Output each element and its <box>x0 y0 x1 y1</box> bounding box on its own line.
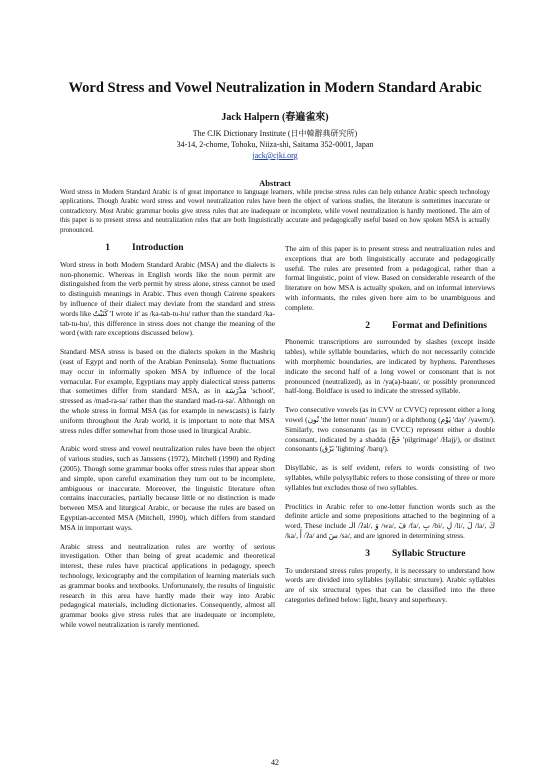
paragraph: Phonemic transcriptions are surrounded by slashes (except inside tables), while syllable boundaries, which do not necessarily coincide with morphemic boundaries, are indicated by hyphens. Parentheses indicate the second half of a long vowel or consonant that is not pronounced (neutralized), as in /ya(a)-baan/, or possibly pronounced half-long. Boldface is used to indicate the stressed syllable. <box>285 337 495 396</box>
section-number: 1 <box>105 243 110 253</box>
section-heading-introduction <box>60 244 275 254</box>
left-column <box>60 244 275 639</box>
paragraph: Two consecutive vowels (as in CVV or CVVC) represent either a long vowel (نُون 'the letter nuun' /nuun/) or a diphthong (يَوْم 'day' /yawm/). Similarly, two consonants (as in CVCC) represent either a double consonant, indicated by a shadda (حَجّ 'pilgrimage' /Hajj/), or distinct consonants (بَرْق 'lightning' /barq/). <box>285 405 495 454</box>
section-title: Format and Definitions <box>392 320 487 331</box>
paragraph: Disyllabic, as is self evident, refers to words consisting of two syllables, while polysyllabic refers to those consisting of three or more syllables but excludes those of two syllables. <box>285 463 495 492</box>
section-heading-syllabic <box>285 550 495 560</box>
section-title: Syllabic Structure <box>392 548 466 559</box>
affiliation-line-1: The CJK Dictionary Institute (日中韓辭典研究所) <box>192 129 358 138</box>
paragraph: Proclitics in Arabic refer to one-letter function words such as the definite article and some prepositions attached to the beginning of a word. These include الـ /ʔal/, وَ /wa/, فَ /fa/, بِ /bi/, لِ /li/, لَ /la/, كَ /ka/, أَ /ʔa/ and سَ /sa/, and are ignored in determining stress. <box>285 501 495 540</box>
paragraph: Arabic word stress and vowel neutralization rules have been the object of various studies, such as Janssens (1972), Mitchell (1990) and Ryding (2005). Though some grammar books offer stress rules that appear short and simple, upon careful examination they turn out to be incomplete, ambiguous or inaccurate. Moreover, the linguistic literature often contains inaccuracies, partially because little or no distinction is made between MSA and liturgical Arabic, or because the rules are based on Egyptian-accented MSA (Mitchell, 1990), which differs from standard MSA in important ways. <box>60 444 275 532</box>
right-column <box>285 244 495 614</box>
abstract-heading: Abstract <box>259 178 291 188</box>
paragraph: Arabic stress and neutralization rules are worthy of serious investigation. Other than being of great academic and theoretical interest, these rules have practical applications in pedagogy, speech technology, lexicography and the compilation of learning materials such as grammar books and textbooks. Unfortunately, the results of linguistic research in this area have hardly made their way into Arabic pedagogical materials, including dictionaries. Consequently, almost all grammar books give stress rules that are inadequate or incomplete, while vowel neutralization is rarely mentioned. <box>60 541 275 629</box>
section-number: 2 <box>365 320 370 331</box>
paragraph: Standard MSA stress is based on the dialects spoken in the Mashriq (east of Egypt and north of the Arabian Peninsula). Some fluctuations may occur in informally spoken MSA by influence of the local vernacular. For example, Egyptians may apply dialectical stress patterns that sometimes differ from standard MSA, as in مَدْرَسَة 'school', stressed as /mad-ra-sa/ rather than the standard mad-ra-sa/. Although on the whole stress in formal MSA (as for example in newscasts) is fairly uniform throughout the Arab world, it is important to note that MSA stress rules differ somewhat from those used in liturgical Arabic. <box>60 347 275 435</box>
affiliation <box>20 128 530 161</box>
author-name: Jack Halpern (春遍雀來) <box>221 112 329 123</box>
affiliation-line-2: 34-14, 2-chome, Tohoku, Niiza-shi, Saitama 352-0001, Japan <box>176 140 374 149</box>
paragraph: The aim of this paper is to present stress and neutralization rules and exceptions that are both linguistically accurate and pedagogically useful. The rules are presented from a pedagogical, rather than a formal linguistic, point of view. Based on considerable research of the literature on how MSA is actually spoken, and on informal interviews with informants, the rules given here aim to be unambiguous and complete. <box>285 244 495 312</box>
email-link[interactable]: jack@cjki.org <box>252 151 298 160</box>
section-number: 3 <box>365 548 370 559</box>
section-heading-format <box>285 322 495 332</box>
page-number: 42 <box>271 758 279 767</box>
abstract-text: Word stress in Modern Standard Arabic is of great importance to language learners, while precise stress rules can help enhance Arabic speech technology applications. Though Arabic word stress and vowel neutralization rules have been the object of various studies, the literature is sometimes inaccurate or contradictory. Most Arabic grammar books give stress rules that are inadequate or incomplete, while vowel neutralization is hardly mentioned. The aim of this paper is to present stress and neutralization rules that are both linguistically accurate and pedagogically useful based on how spoken MSA is actually pronounced. <box>60 189 490 234</box>
paragraph: To understand stress rules properly, it is necessary to understand how words are divided into syllables (syllabic structure). Arabic syllables are of six structural types that can be classified into the three categories defined below: light, heavy and superheavy. <box>285 565 495 604</box>
paper-title: Word Stress and Vowel Neutralization in Modern Standard Arabic <box>68 80 482 96</box>
paragraph: Word stress in both Modern Standard Arabic (MSA) and the dialects is non-phonemic. Whereas in English words like the noun permit are distinguished from the verb permit by stress alone, stress cannot be used to distinguish meanings in Arabic. Thus even though Cairene speakers by influence of their dialect may deviate from the standard and stress words like كَتَبْتُ 'I wrote it' as /ka-tab-tu-hu/ rather than the standard /ka-tab-tu-hu/, this difference in stress does not change the meaning of the word (with rare exceptions discussed below). <box>60 259 275 338</box>
section-title: Introduction <box>132 243 184 253</box>
